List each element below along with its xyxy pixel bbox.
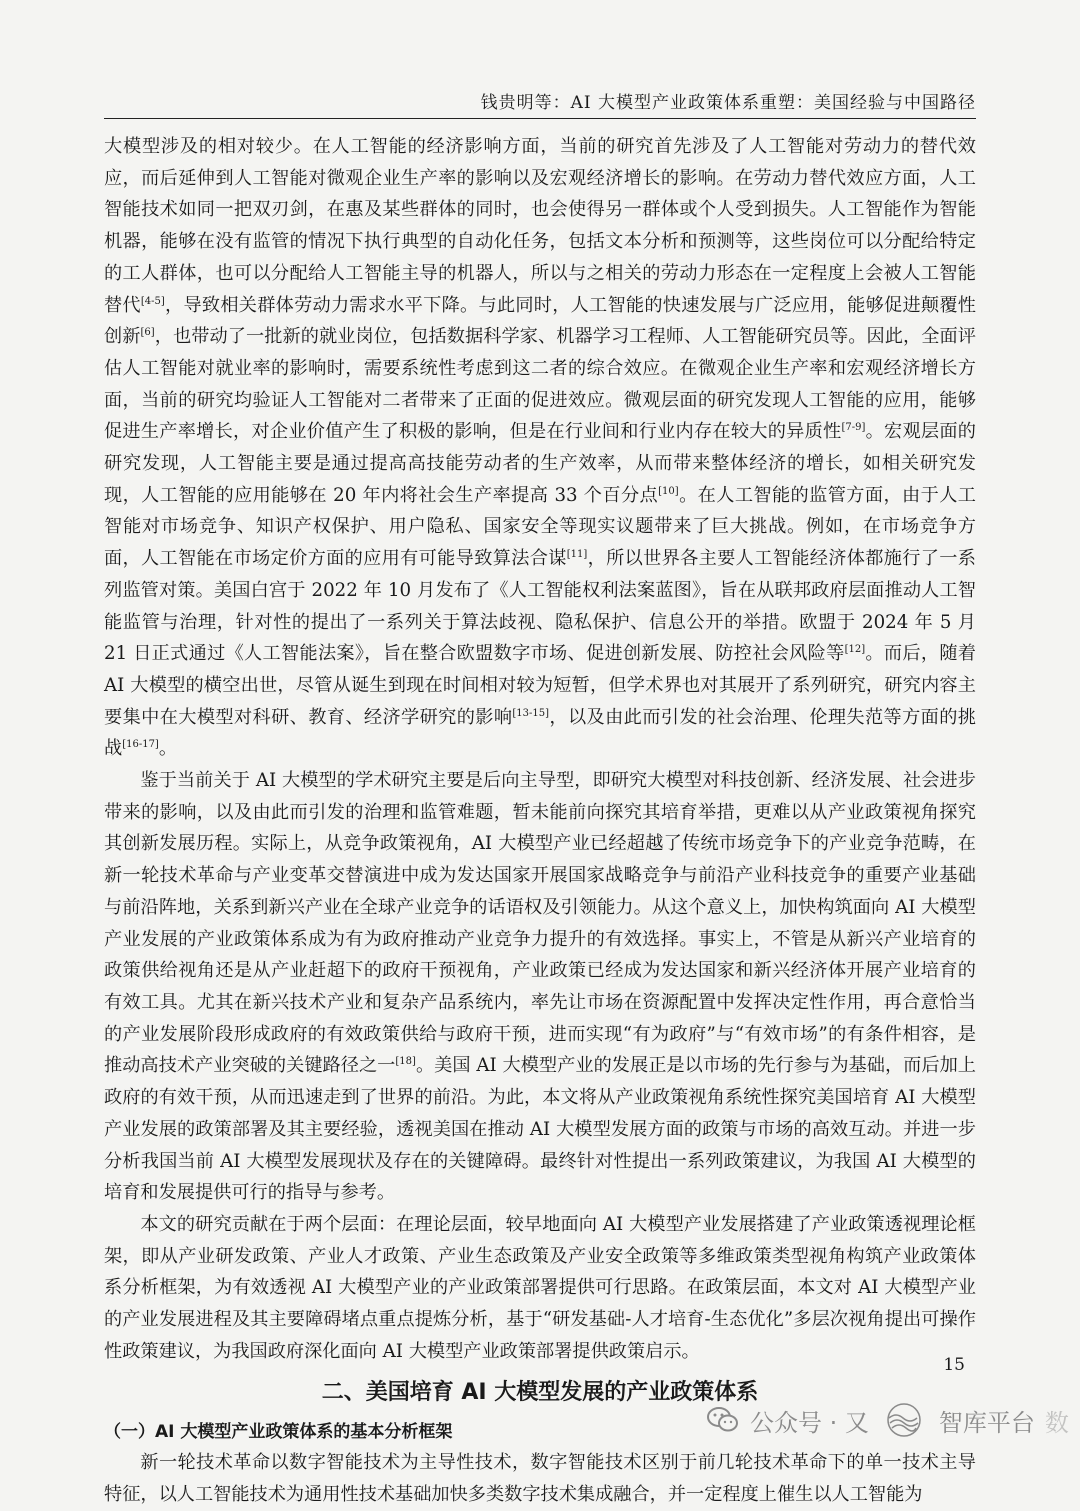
citation: [18] bbox=[395, 1056, 416, 1068]
watermark-platform: 智库平台 bbox=[938, 1408, 1035, 1437]
wave-logo-icon bbox=[879, 1402, 929, 1438]
section-heading: 二、美国培育 AI 大模型发展的产业政策体系 bbox=[321, 1380, 759, 1406]
running-title: 钱贵明等：AI 大模型产业政策体系重塑：美国经验与中国路径 bbox=[480, 93, 976, 113]
watermark-account: 公众号 · 又 bbox=[750, 1408, 869, 1437]
article-body bbox=[104, 131, 976, 1511]
citation: [6] bbox=[140, 327, 155, 339]
wechat-icon bbox=[706, 1406, 740, 1434]
subsection-heading: （一）AI 大模型产业政策体系的基本分析框架 bbox=[104, 1422, 453, 1443]
citation: [12] bbox=[844, 644, 866, 656]
citation: [13-15] bbox=[512, 707, 550, 719]
citation: [10] bbox=[658, 485, 679, 497]
citation: [11] bbox=[566, 549, 588, 561]
watermark bbox=[706, 1402, 1069, 1438]
header-rule bbox=[104, 118, 976, 119]
paragraph-1: 大模型涉及的相对较少。在人工智能的经济影响方面，当前的研究首先涉及了人工智能对劳动力的替代效应，而后延伸到人工智能对微观企业生产率的影响以及宏观经济增长的影响。在劳动力替代效应方面，人工智能技术如同一把双刃剑，在惠及某些群体的同时，也会使得另一群体或个人受到损失。人工智能作为智能机器，能够在没有监管的情况下执行典型的自动化任务，包括文本分析和预测等，这些岗位可以分配给特定的工人群体，也可以分配给人工智能主导的机器人，所以与之相关的劳动力形态在一定程度上会被人工智能替代[4-5]，导致相关群体劳动力需求水平下降。与此同时，人工智能的快速发展与广泛应用，能够促进颠覆性创新[6]，也带动了一批新的就业岗位，包括数据科学家、机器学习工程师、人工智能研究员等。因此，全面评估人工智能对就业率的影响时，需要系统性考虑到这二者的综合效应。在微观企业生产率和宏观经济增长方面，当前的研究均验证人工智能对二者带来了正面的促进效应。微观层面的研究发现人工智能的应用，能够促进生产率增长，对企业价值产生了积极的影响，但是在行业间和行业内存在较大的异质性[7-9]。宏观层面的研究发现，人工智能主要是通过提高高技能劳动者的生产效率，从而带来整体经济的增长，如相关研究发现，人工智能的应用能够在 20 年内将社会生产率提高 33 个百分点[10]。在人工智能的监管方面，由于人工智能对市场竞争、知识产权保护、用户隐私、国家安全等现实议题带来了巨大挑战。例如，在市场竞争方面，人工智能在市场定价方面的应用有可能导致算法合谋[11]，所以世界各主要人工智能经济体都施行了一系列监管对策。美国白宫于 2022 年 10 月发布了《人工智能权利法案蓝图》，旨在从联邦政府层面推动人工智能监管与治理，针对性的提出了一系列关于算法歧视、隐私保护、信息公开的举措。欧盟于 2024 年 5 月 21 日正式通过《人工智能法案》，旨在整合欧盟数字市场、促进创新发展、防控社会风险等[12]。而后，随着 AI 大模型的横空出世，尽管从诞生到现在时间相对较为短暂，但学术界也对其展开了系列研究，研究内容主要集中在大模型对科研、教育、经济学研究的影响[13-15]，以及由此而引发的社会治理、伦理失范等方面的挑战[16-17]。 bbox=[104, 136, 976, 760]
citation: [4-5] bbox=[140, 295, 165, 307]
paragraph-2: 鉴于当前关于 AI 大模型的学术研究主要是后向主导型，即研究大模型对科技创新、经济发展、社会进步带来的影响，以及由此而引发的治理和监管难题，暂未能前向探究其培育举措，更难以从产业政策视角探究其创新发展历程。实际上，从竞争政策视角，AI 大模型产业已经超越了传统市场竞争下的产业竞争范畴，在新一轮技术革命与产业变革交替演进中成为发达国家开展国家战略竞争与前沿产业科技竞争的重要产业基础与前沿阵地，关系到新兴产业在全球产业竞争的话语权及引领能力。从这个意义上，加快构筑面向 AI 大模型产业发展的产业政策体系成为有为政府推动产业竞争力提升的有效选择。事实上，不管是从新兴产业培育的政策供给视角还是从产业赶超下的政府干预视角，产业政策已经成为发达国家和新兴经济体开展产业培育的有效工具。尤其在新兴技术产业和复杂产品系统内，率先让市场在资源配置中发挥决定性作用，再合意恰当的产业发展阶段形成政府的有效政策供给与政府干预，进而实现“有为政府”与“有效市场”的有条件相容，是推动高技术产业突破的关键路径之一[18]。美国 AI 大模型产业的发展正是以市场的先行参与为基础，而后加上政府的有效干预，从而迅速走到了世界的前沿。为此，本文将从产业政策视角系统性探究美国培育 AI 大模型产业发展的政策部署及其主要经验，透视美国在推动 AI 大模型发展方面的政策与市场的高效互动。并进一步分析我国当前 AI 大模型发展现状及存在的关键障碍。最终针对性提出一系列政策建议，为我国 AI 大模型的培育和发展提供可行的指导与参考。 bbox=[104, 770, 976, 1204]
citation: [7-9] bbox=[841, 422, 866, 434]
paragraph-3: 本文的研究贡献在于两个层面：在理论层面，较早地面向 AI 大模型产业发展搭建了产业政策透视理论框架，即从产业研发政策、产业人才政策、产业生态政策及产业安全政策等多维政策类型视角构筑产业政策体系分析框架，为有效透视 AI 大模型产业的产业政策部署提供可行思路。在政策层面，本文对 AI 大模型产业的产业发展进程及其主要障碍堵点重点提炼分析，基于“研发基础-人才培育-生态优化”多层次视角提出可操作性政策建议，为我国政府深化面向 AI 大模型产业政策部署提供政策启示。 bbox=[104, 1213, 976, 1362]
citation: [16-17] bbox=[122, 739, 159, 751]
page-number: 15 bbox=[943, 1355, 965, 1375]
paragraph-4: 新一轮技术革命以数字智能技术为主导性技术，数字智能技术区别于前几轮技术革命下的单一技术主导特征，以人工智能技术为通用性技术基础加快多类数字技术集成融合，并一定程度上催生以人工智能为 bbox=[104, 1452, 976, 1506]
watermark-faded-char: 数 bbox=[1044, 1408, 1069, 1437]
